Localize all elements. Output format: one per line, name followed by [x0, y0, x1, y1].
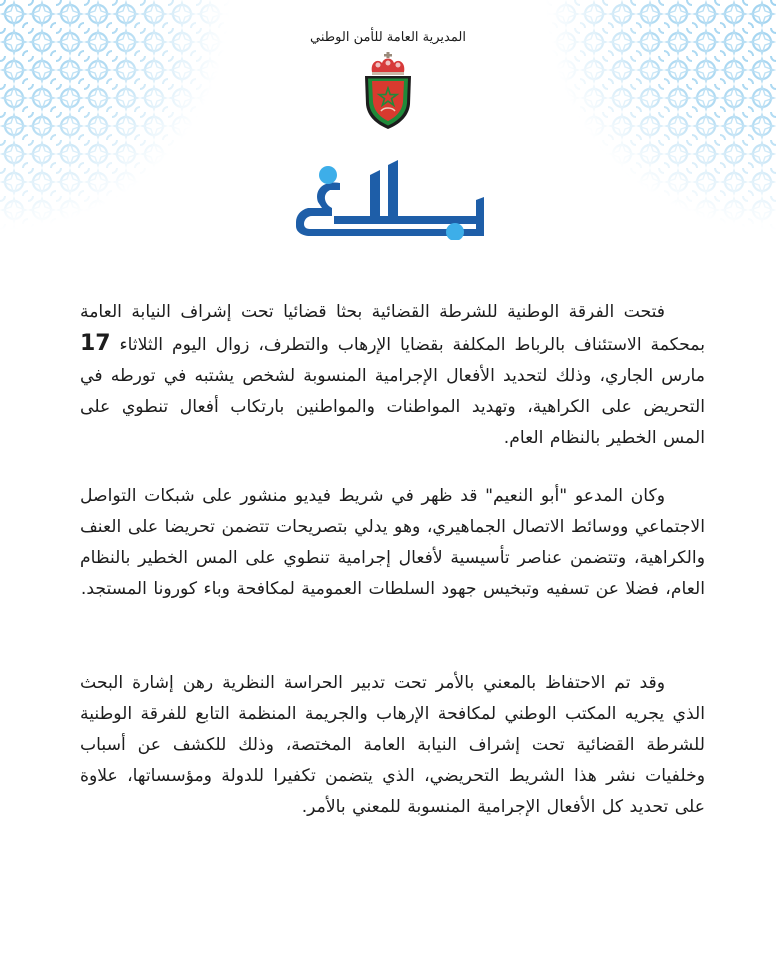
announcement-title-logo — [278, 150, 498, 240]
paragraph-2 — [80, 481, 705, 605]
royal-police-emblem-icon — [362, 52, 414, 130]
organization-name: المديرية العامة للأمن الوطني — [310, 30, 466, 45]
paragraph-1-text-end: مارس الجاري، وذلك لتحديد الأفعال الإجرامية المنسوبة لشخص يشتبه في تورطه في التحريض على الكراهية، وتهديد المواطنات والمواطنين بارتكاب أفعال تنطوي على المس الخطير بالنظام العام. — [80, 366, 705, 448]
date-number: 17 — [80, 331, 111, 356]
paragraph-2-text: وكان المدعو "أبو النعيم" قد ظهر في شريط فيديو منشور على شبكات التواصل الاجتماعي ووسائط الاتصال الجماهيري، وهو يدلي بتصريحات تتضمن تحريضا على العنف والكراهية، وتتضمن عناصر تأسيسية لأفعال إجرامية تنطوي على المس الخطير بالنظام العام، فضلا عن تسفيه وتبخيس جهود السلطات العمومية لمكافحة وباء كورونا المستجد. — [80, 486, 705, 599]
paragraph-3-text: وقد تم الاحتفاظ بالمعني بالأمر تحت تدبير الحراسة النظرية رهن إشارة البحث الذي يجريه المكتب الوطني لمكافحة الإرهاب والجريمة المنظمة التابع للفرقة الوطنية للشرطة القضائية تحت إشراف النيابة العامة المختصة، وذلك للكشف عن أسباب وخلفيات نشر هذا الشريط التحريضي، الذي يتضمن تكفيرا للدولة ومؤسساتها، علاوة على تحديد كل الأفعال الإجرامية المنسوبة للمعني بالأمر. — [80, 673, 705, 817]
paragraph-3 — [80, 668, 705, 823]
paragraph-1 — [80, 297, 705, 454]
paragraph-1-text-start: فتحت الفرقة الوطنية للشرطة القضائية بحثا قضائيا تحت إشراف النيابة العامة بمحكمة الاستئناف بالرباط المكلفة بقضايا الإرهاب والتطرف، زوال اليوم الثلاثاء — [80, 302, 705, 355]
